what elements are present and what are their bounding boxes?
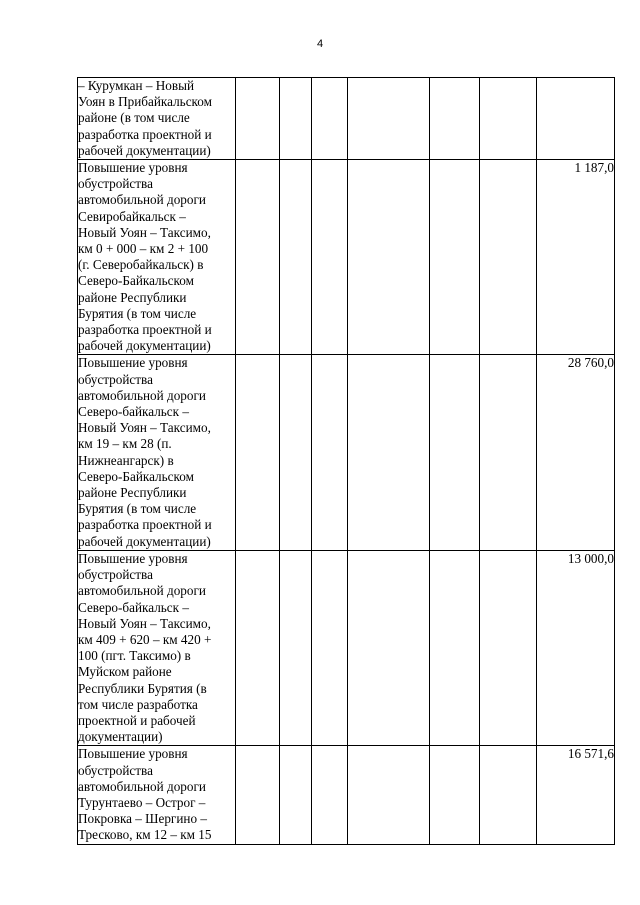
row-description-cell	[78, 746, 236, 844]
empty-cell	[312, 746, 348, 844]
budget-table	[77, 77, 615, 845]
empty-cell	[480, 78, 537, 160]
empty-cell	[348, 746, 430, 844]
table-row	[78, 355, 615, 550]
empty-cell	[430, 355, 480, 550]
empty-cell	[430, 160, 480, 355]
empty-cell	[312, 160, 348, 355]
row-amount: 28 760,0	[537, 355, 615, 550]
empty-cell	[480, 355, 537, 550]
row-description-cell	[78, 550, 236, 745]
empty-cell	[430, 550, 480, 745]
empty-cell	[312, 355, 348, 550]
empty-cell	[430, 746, 480, 844]
table-row	[78, 746, 615, 844]
row-amount: 13 000,0	[537, 550, 615, 745]
empty-cell	[280, 78, 312, 160]
empty-cell	[236, 746, 280, 844]
empty-cell	[348, 355, 430, 550]
empty-cell	[348, 160, 430, 355]
row-amount	[537, 78, 615, 160]
empty-cell	[280, 355, 312, 550]
empty-cell	[236, 78, 280, 160]
empty-cell	[280, 160, 312, 355]
empty-cell	[348, 550, 430, 745]
row-description: Повышение уровня обустройства автомобильной дороги Севиробайкальск – Новый Уоян – Таксимо, км 0 + 000 – км 2 + 100 (г. Северобайкальск) в Северо-Байкальском районе Республики Бурятия (в том числе разработка проектной и рабочей документации)	[78, 160, 212, 354]
row-amount: 1 187,0	[537, 160, 615, 355]
empty-cell	[236, 160, 280, 355]
row-amount: 16 571,6	[537, 746, 615, 844]
empty-cell	[348, 78, 430, 160]
empty-cell	[236, 355, 280, 550]
empty-cell	[480, 550, 537, 745]
empty-cell	[312, 550, 348, 745]
row-description-cell	[78, 78, 236, 160]
empty-cell	[280, 550, 312, 745]
empty-cell	[236, 550, 280, 745]
empty-cell	[480, 746, 537, 844]
table-row	[78, 160, 615, 355]
row-description-cell	[78, 355, 236, 550]
row-description: Повышение уровня обустройства автомобильной дороги Турунтаево – Острог – Покровка – Шергино – Тресково, км 12 – км 15	[78, 746, 212, 843]
row-description: Повышение уровня обустройства автомобильной дороги Северо-байкальск – Новый Уоян – Таксимо, км 19 – км 28 (п. Нижнеангарск) в Северо-Байкальском районе Республики Бурятия (в том числе разработка проектной и рабочей документации)	[78, 355, 212, 549]
row-description-cell	[78, 160, 236, 355]
row-description: – Курумкан – Новый Уоян в Прибайкальском районе (в том числе разработка проектной и рабочей документации)	[78, 78, 212, 158]
empty-cell	[312, 78, 348, 160]
empty-cell	[280, 746, 312, 844]
table-row	[78, 550, 615, 745]
table-row	[78, 78, 615, 160]
empty-cell	[480, 160, 537, 355]
page-number: 4	[316, 38, 324, 50]
empty-cell	[430, 78, 480, 160]
row-description: Повышение уровня обустройства автомобильной дороги Северо-байкальск – Новый Уоян – Таксимо, км 409 + 620 – км 420 + 100 (пгт. Таксимо) в Муйском районе Республики Бурятия (в том числе разработка проектной и рабочей документации)	[78, 550, 212, 745]
